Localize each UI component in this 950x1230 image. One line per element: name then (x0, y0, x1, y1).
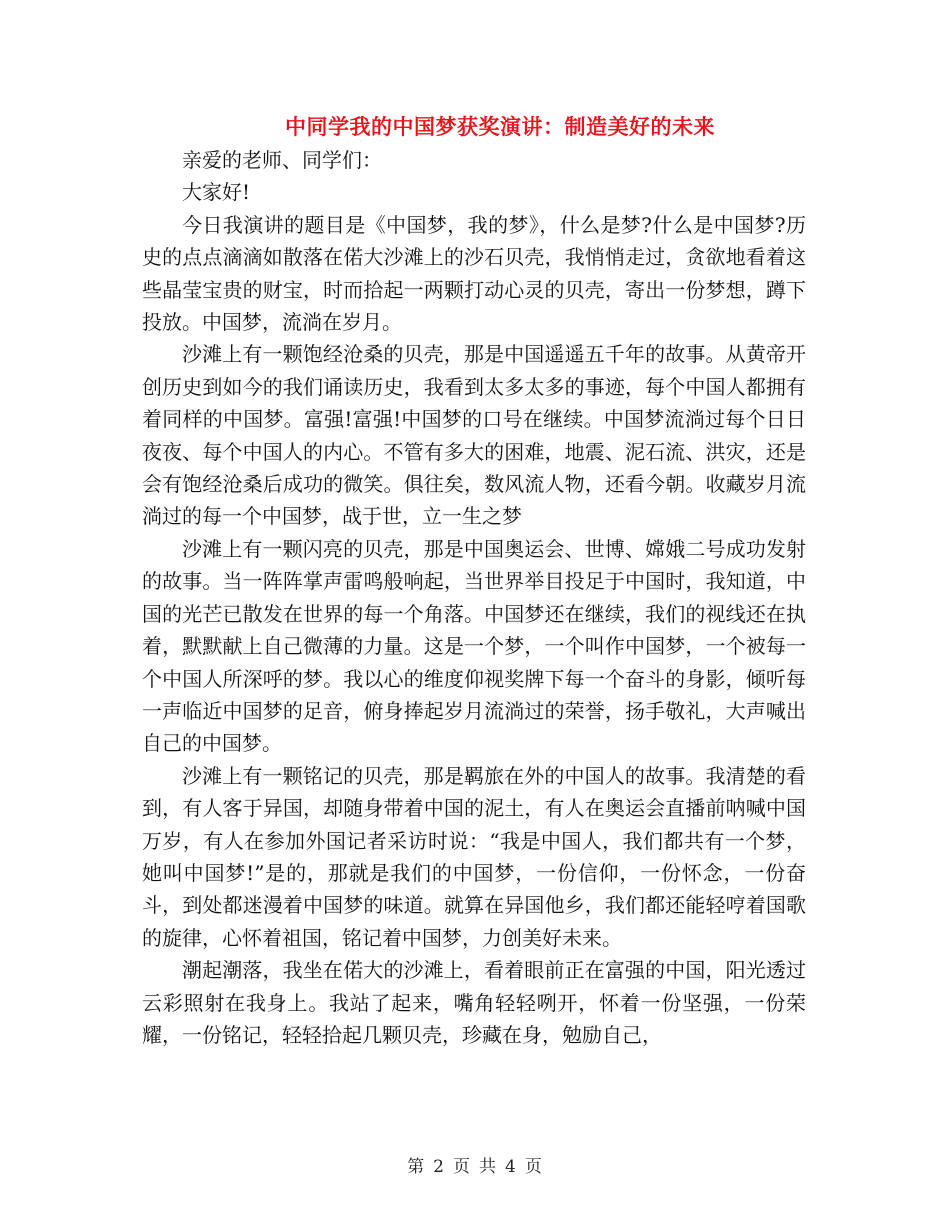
footer-total-word: 共 (479, 1157, 497, 1177)
document-body (142, 144, 806, 1051)
footer-page-number: 2 (433, 1157, 445, 1177)
paragraph-history: 沙滩上有一颗饱经沧桑的贝壳，那是中国遥遥五千年的故事。从黄帝开创历史到如今的我们诵读历史，我看到太多太多的事迹，每个中国人都拥有着同样的中国梦。富强!富强!中国梦的口号在继续。中国梦流淌过每个日日夜夜、每个中国人的内心。不管有多大的困难，地震、泥石流、洪灾，还是会有饱经沧桑后成功的微笑。俱往矣，数风流人物，还看今朝。收藏岁月流淌过的每一个中国梦，战于世，立一生之梦 (142, 342, 806, 529)
page-footer (0, 1152, 950, 1177)
paragraph-intro: 今日我演讲的题目是《中国梦，我的梦》，什么是梦?什么是中国梦?历史的点点滴滴如散落在偌大沙滩上的沙石贝壳，我悄悄走过，贪欲地看着这些晶莹宝贵的财宝，时而拾起一两颗打动心灵的贝壳，寄出一份梦想，蹲下投放。中国梦，流淌在岁月。 (142, 212, 806, 335)
footer-prefix: 第 (407, 1157, 426, 1177)
document-title: 中同学我的中国梦获奖演讲：制造美好的未来 (285, 114, 715, 139)
salutation: 亲爱的老师、同学们： (182, 148, 382, 172)
paragraph-achievements: 沙滩上有一颗闪亮的贝壳，那是中国奥运会、世博、嫦娥二号成功发射的故事。当一阵阵掌声雷鸣般响起，当世界举目投足于中国时，我知道，中国的光芒已散发在世界的每一个角落。中国梦还在继续，我们的视线还在执着，默默献上自己微薄的力量。这是一个梦，一个叫作中国梦，一个被每一个中国人所深呼的梦。我以心的维度仰视奖牌下每一个奋斗的身影，倾听每一声临近中国梦的足音，俯身捧起岁月流淌过的荣誉，扬手敬礼，大声喊出自己的中国梦。 (142, 536, 806, 756)
footer-suffix: 页 (524, 1157, 543, 1177)
footer-total-pages: 4 (505, 1157, 517, 1177)
footer-page-word: 页 (453, 1157, 471, 1177)
paragraph-closing: 潮起潮落，我坐在偌大的沙滩上，看着眼前正在富强的中国，阳光透过云彩照射在我身上。我站了起来，嘴角轻轻咧开，怀着一份坚强，一份荣耀，一份铭记，轻轻拾起几颗贝壳，珍藏在身，勉励自己， (142, 958, 806, 1047)
paragraph-overseas: 沙滩上有一颗铭记的贝壳，那是羁旅在外的中国人的故事。我清楚的看到，有人客于异国，却随身带着中国的泥土，有人在奥运会直播前呐喊中国万岁，有人在参加外国记者采访时说：“我是中国人，我们都共有一个梦，她叫中国梦!”是的，那就是我们的中国梦，一份信仰，一份怀念，一份奋斗，到处都迷漫着中国梦的味道。就算在异国他乡，我们都还能轻哼着国歌的旋律，心怀着祖国，铭记着中国梦，力创美好未来。 (142, 763, 806, 950)
greeting: 大家好! (182, 180, 251, 205)
